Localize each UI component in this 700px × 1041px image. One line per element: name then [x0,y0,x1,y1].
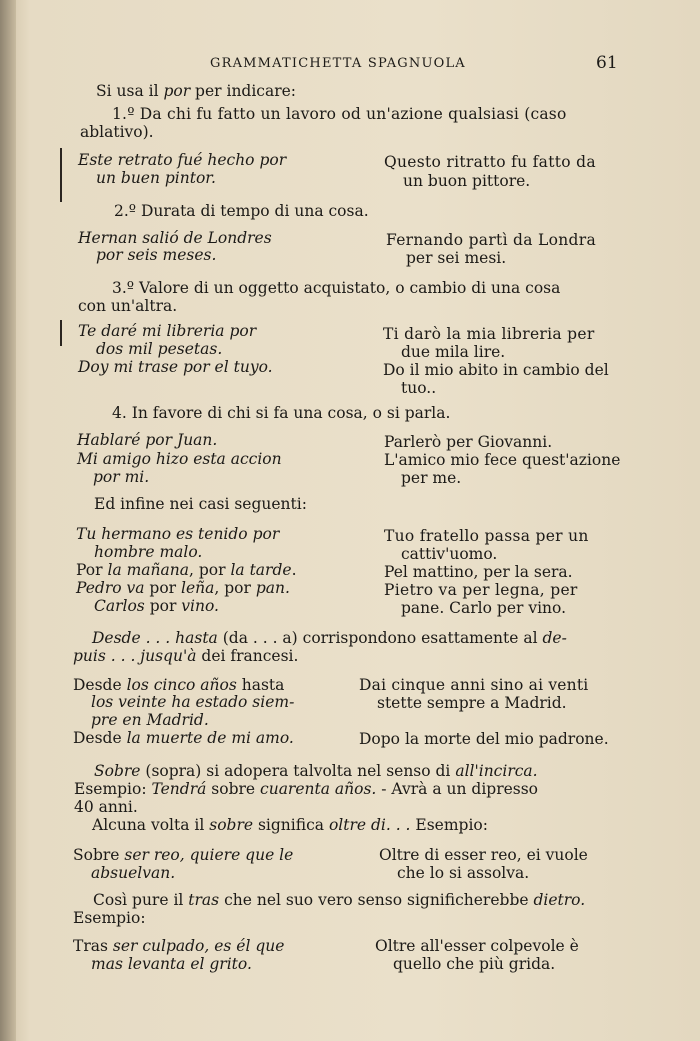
example-italian: pane. Carlo per vino. [401,599,567,617]
example-italian: Ti darò la mia libreria per [383,325,595,343]
example-italian: cattiv'uomo. [401,545,498,563]
example-italian: Pel mattino, per la sera. [384,563,573,581]
example-italian: Questo ritratto fu fatto da [384,153,596,171]
tras-paragraph-cont: Esempio: [73,909,146,927]
example-spanish: Desde los cinco años hasta [73,676,285,694]
section-4-heading: 4. In favore di chi si fa una cosa, o si parla. [112,404,451,422]
tras-paragraph: Così pure il tras che nel suo vero senso significherebbe dietro. [93,891,586,909]
example-italian: per me. [401,469,462,487]
example-spanish: Mi amigo hizo esta accion [77,450,282,468]
example-spanish: Este retrato fué hecho por [78,151,287,169]
intro-line: Si usa il por per indicare: [96,82,297,100]
example-spanish: Pedro va por leña, por pan. [76,579,290,597]
example-italian: Parlerò per Giovanni. [384,433,553,451]
sobre-paragraph-cont: Esempio: Tendrá sobre cuarenta años. - Avrà a un dipresso [74,780,539,798]
page-number: 61 [596,53,618,73]
example-spanish: los veinte ha estado siem- [91,693,295,711]
example-italian: Dopo la morte del mio padrone. [359,730,609,748]
sobre-paragraph-cont: Alcuna volta il sobre significa oltre di. . . Esempio: [92,816,488,834]
desde-paragraph-cont: puis . . . jusqu'à dei francesi. [73,647,299,665]
example-spanish: mas levanta el grito. [91,955,252,973]
example-spanish: Te daré mi libreria por [78,322,257,340]
example-italian: Tuo fratello passa per un [384,527,589,545]
example-italian: stette sempre a Madrid. [377,694,567,712]
section-1-heading-cont: ablativo). [80,123,154,141]
example-spanish: Hablaré por Juan. [77,431,218,449]
section-1-heading: 1.º Da chi fu fatto un lavoro od un'azione qualsiasi (caso [112,105,567,123]
example-spanish: Hernan salió de Londres [78,229,272,247]
sobre-paragraph-cont: 40 anni. [74,798,138,816]
example-spanish: Por la mañana, por la tarde. [76,561,297,579]
desde-paragraph: Desde . . . hasta (da . . . a) corrispondono esattamente al de- [92,629,567,647]
example-spanish: dos mil pesetas. [96,340,223,358]
section-5-heading: Ed infine nei casi seguenti: [94,495,307,513]
example-italian: Pietro va per legna, per [384,581,578,599]
example-italian: due mila lire. [401,343,506,361]
section-3-heading-cont: con un'altra. [78,297,178,315]
example-italian: quello che più grida. [393,955,556,973]
example-spanish: pre en Madrid. [91,711,209,729]
margin-mark [60,148,62,202]
example-spanish: un buen pintor. [96,169,216,187]
example-italian: Oltre all'esser colpevole è [375,937,579,955]
example-spanish: absuelvan. [91,864,176,882]
page-gutter [0,0,16,1041]
running-header: GRAMMATICHETTA SPAGNUOLA [210,56,466,71]
example-spanish: Tras ser culpado, es él que [73,937,285,955]
example-spanish: Carlos por vino. [94,597,219,615]
example-spanish: hombre malo. [94,543,203,561]
example-italian: Dai cinque anni sino ai venti [359,676,589,694]
sobre-paragraph: Sobre (sopra) si adopera talvolta nel senso di all'incirca. [94,762,538,780]
example-spanish: Doy mi trase por el tuyo. [78,358,273,376]
example-italian: per sei mesi. [406,249,507,267]
example-spanish: Sobre ser reo, quiere que le [73,846,294,864]
margin-mark [60,320,62,346]
example-spanish: Desde la muerte de mi amo. [73,729,294,747]
example-italian: Do il mio abito in cambio del [383,361,609,379]
example-spanish: Tu hermano es tenido por [76,525,280,543]
section-3-heading: 3.º Valore di un oggetto acquistato, o cambio di una cosa [112,279,561,297]
example-italian: Fernando partì da Londra [386,231,597,249]
example-italian: L'amico mio fece quest'azione [384,451,621,469]
example-spanish: por seis meses. [96,246,217,264]
example-spanish: por mi. [93,468,150,486]
example-italian: tuo.. [401,379,437,397]
section-2-heading: 2.º Durata di tempo di una cosa. [114,202,369,220]
example-italian: un buon pittore. [403,172,531,190]
example-italian: che lo si assolva. [397,864,530,882]
example-italian: Oltre di esser reo, ei vuole [379,846,588,864]
